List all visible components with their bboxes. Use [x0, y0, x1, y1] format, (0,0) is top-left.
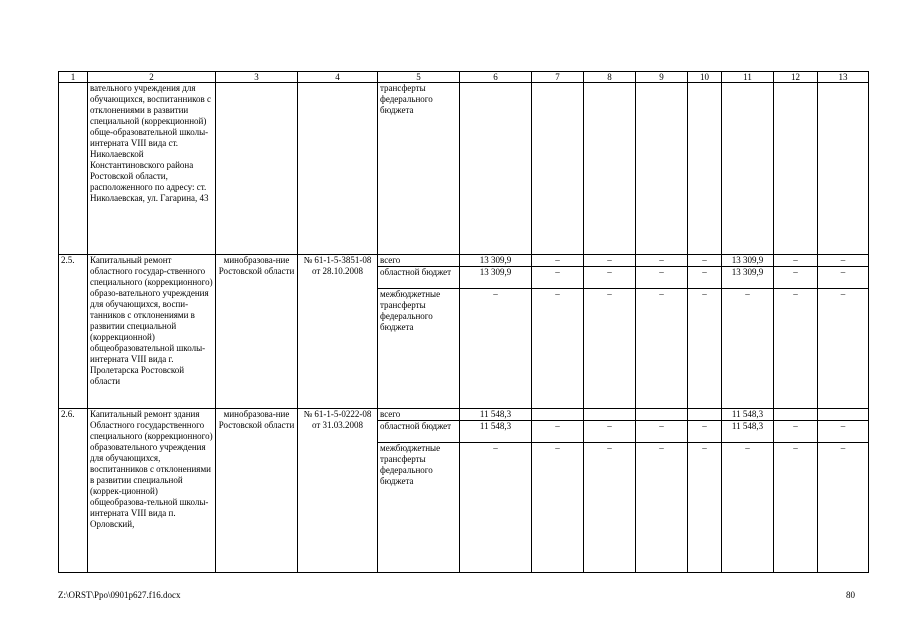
- cell: [298, 83, 378, 255]
- amount-cell: –: [688, 267, 722, 289]
- amount-cell: –: [818, 421, 869, 443]
- budget-table: [58, 71, 869, 573]
- amount-cell: –: [532, 289, 584, 409]
- table-row: [59, 255, 869, 267]
- cell: [216, 83, 298, 255]
- cell: [59, 83, 88, 255]
- amount-cell: –: [688, 289, 722, 409]
- amount-cell: [584, 409, 636, 421]
- amount-cell: 13 309,9: [460, 255, 532, 267]
- cell: [722, 83, 774, 255]
- col-header: 1: [59, 72, 88, 83]
- amount-cell: –: [774, 443, 818, 573]
- amount-cell: –: [636, 421, 688, 443]
- funding-source-cell: межбюджетные трансферты федерального бюджета: [378, 289, 460, 409]
- document-cell: № 61-1-5-3851-08 от 28.10.2008: [298, 255, 378, 409]
- funding-source-cell: трансферты федерального бюджета: [378, 83, 460, 255]
- amount-cell: 13 309,9: [460, 267, 532, 289]
- amount-cell: –: [584, 255, 636, 267]
- amount-cell: –: [584, 443, 636, 573]
- amount-cell: –: [688, 255, 722, 267]
- col-header: 10: [688, 72, 722, 83]
- funding-source-cell: всего: [378, 409, 460, 421]
- amount-cell: –: [774, 255, 818, 267]
- amount-cell: –: [818, 289, 869, 409]
- amount-cell: –: [460, 443, 532, 573]
- table-row: [59, 83, 869, 255]
- amount-cell: –: [774, 289, 818, 409]
- amount-cell: –: [532, 443, 584, 573]
- page-number: 80: [846, 590, 855, 600]
- amount-cell: –: [636, 255, 688, 267]
- cell: [636, 83, 688, 255]
- cell: [818, 83, 869, 255]
- cell: [584, 83, 636, 255]
- amount-cell: –: [636, 289, 688, 409]
- col-header: 5: [378, 72, 460, 83]
- amount-cell: [774, 409, 818, 421]
- col-header: 2: [88, 72, 216, 83]
- project-name-cell: Капитальный ремонт областного государ-ственного специального (коррекционного) образо-вательного учреждения для обучающихся, воспи-танников с отклонениями в развитии специальной (коррекционной) общеобразовательной школы-интерната VIII вида г. Пролетарска Ростовской области: [88, 255, 216, 409]
- amount-cell: –: [818, 255, 869, 267]
- col-header: 13: [818, 72, 869, 83]
- amount-cell: –: [532, 421, 584, 443]
- amount-cell: 11 548,3: [722, 409, 774, 421]
- amount-cell: –: [584, 267, 636, 289]
- column-number-row: [59, 72, 869, 83]
- amount-cell: [688, 409, 722, 421]
- col-header: 11: [722, 72, 774, 83]
- funding-source-cell: областной бюджет: [378, 267, 460, 289]
- amount-cell: 11 548,3: [460, 421, 532, 443]
- amount-cell: –: [818, 443, 869, 573]
- col-header: 9: [636, 72, 688, 83]
- amount-cell: –: [688, 443, 722, 573]
- col-header: 8: [584, 72, 636, 83]
- amount-cell: [532, 409, 584, 421]
- amount-cell: –: [774, 421, 818, 443]
- amount-cell: –: [688, 421, 722, 443]
- amount-cell: –: [722, 443, 774, 573]
- file-path-footer: Z:\ORST\Ppo\0901p627.f16.docx: [58, 590, 181, 600]
- col-header: 6: [460, 72, 532, 83]
- funding-source-cell: межбюджетные трансферты федерального бюджета: [378, 443, 460, 573]
- amount-cell: –: [774, 267, 818, 289]
- document-cell: № 61-1-5-0222-08 от 31.03.2008: [298, 409, 378, 573]
- project-name-cell: Капитальный ремонт здания Областного государственного специального (коррекционного) образовательного учреждения для обучающихся, воспитанников с отклонениями в развитии специальной (коррек-ционной) общеобразова-тельной школы-интерната VIII вида п. Орловский,: [88, 409, 216, 573]
- amount-cell: –: [584, 421, 636, 443]
- col-header: 7: [532, 72, 584, 83]
- amount-cell: 11 548,3: [722, 421, 774, 443]
- amount-cell: –: [636, 443, 688, 573]
- amount-cell: [818, 409, 869, 421]
- project-name-cell: вательного учреждения для обучающихся, воспитанников с отклонениями в развитии специальной (коррекционной) обще-образовательной школы-интерната VIII вида ст. Николаевской Константиновского района Ростовской области, расположенного по адресу: ст. Николаевская, ул. Гагарина, 43: [88, 83, 216, 255]
- cell: [460, 83, 532, 255]
- col-header: 4: [298, 72, 378, 83]
- amount-cell: 13 309,9: [722, 255, 774, 267]
- amount-cell: 11 548,3: [460, 409, 532, 421]
- cell: [532, 83, 584, 255]
- col-header: 12: [774, 72, 818, 83]
- customer-cell: минобразова-ние Ростовской области: [216, 255, 298, 409]
- row-number: 2.5.: [59, 255, 88, 409]
- col-header: 3: [216, 72, 298, 83]
- amount-cell: –: [722, 289, 774, 409]
- row-number: 2.6.: [59, 409, 88, 573]
- amount-cell: 13 309,9: [722, 267, 774, 289]
- table-row: [59, 409, 869, 421]
- amount-cell: –: [818, 267, 869, 289]
- cell: [774, 83, 818, 255]
- cell: [688, 83, 722, 255]
- amount-cell: –: [460, 289, 532, 409]
- amount-cell: [636, 409, 688, 421]
- amount-cell: –: [636, 267, 688, 289]
- funding-source-cell: областной бюджет: [378, 421, 460, 443]
- funding-source-cell: всего: [378, 255, 460, 267]
- customer-cell: минобразова-ние Ростовской области: [216, 409, 298, 573]
- amount-cell: –: [532, 267, 584, 289]
- amount-cell: –: [584, 289, 636, 409]
- amount-cell: –: [532, 255, 584, 267]
